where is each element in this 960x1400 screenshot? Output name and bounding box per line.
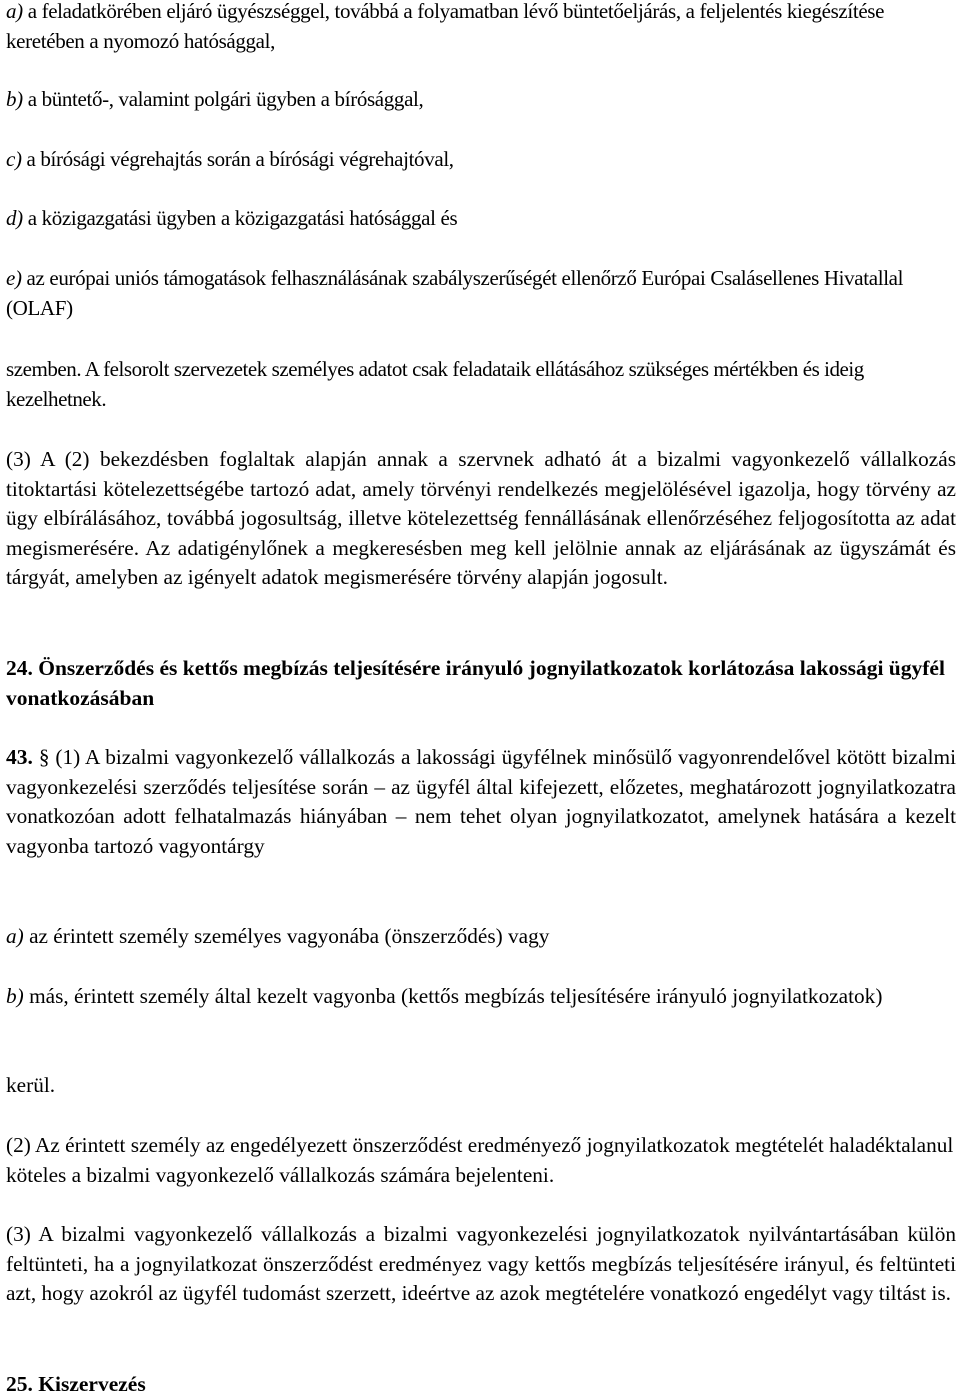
list-label: e)	[6, 266, 22, 290]
paragraph-43-2: (2) Az érintett személy az engedélyezett önszerződést eredményező jognyilatkozatok megtételét haladéktalanul köteles a bizalmi vagyonkezelő vállalkozás számára bejelenteni.	[6, 1133, 954, 1187]
section-text: § (1) A bizalmi vagyonkezelő vállalkozás a lakossági ügyfélnek minősülő vagyonrendelővel kötött bizalmi vagyonkezelési szerződés teljesítése során – az ügyfél által kifejezett, előzetes, meghatározott jognyilatkozatra vonatkozóan adott felhatalmazás hiányában – nem tehet olyan jognyilatkozatot, amelynek hatására a kezelt vagyonba tartozó vagyontárgy	[6, 745, 956, 858]
list-text: az európai uniós támogatások felhasználásának szabályszerűségét ellenőrző Európai Csalásellenes Hivatallal (OLAF)	[6, 266, 904, 320]
list-item-b	[6, 85, 956, 115]
list-text: a bírósági végrehajtás során a bírósági végrehajtóval,	[21, 147, 454, 171]
paragraph-kerul: kerül.	[6, 1073, 56, 1097]
list-label: a)	[6, 924, 24, 948]
paragraph-43-3: (3) A bizalmi vagyonkezelő vállalkozás a bizalmi vagyonkezelési jognyilatkozatok nyilvántartásában külön feltünteti, ha a jognyilatkozat önszerződést eredményez vagy kettős megbízás teljesítésére irányul, és feltünteti azt, hogy azokról az ügyfél tudomást szerzett, ideértve az azok megtételére vonatkozó engedélyt vagy tiltást is.	[6, 1222, 956, 1305]
list-item-c	[6, 145, 956, 175]
list-text: az érintett személy személyes vagyonába (önszerződés) vagy	[23, 924, 550, 948]
list-text: a közigazgatási ügyben a közigazgatási hatósággal és	[22, 206, 458, 230]
list-label: b)	[6, 87, 23, 111]
list-text: más, érintett személy által kezelt vagyonba (kettős megbízás teljesítésére irányuló jognyilatkozatok)	[23, 984, 883, 1008]
list-label: d)	[6, 206, 23, 230]
list-item-43-a	[6, 922, 956, 952]
section-heading-25: 25. Kiszervezés	[6, 1372, 146, 1396]
list-item-43-b	[6, 982, 956, 1012]
section-number: 43.	[6, 745, 33, 769]
list-label: c)	[6, 147, 22, 171]
list-item-d	[6, 204, 956, 234]
list-label: b)	[6, 984, 24, 1008]
list-item-a	[6, 0, 956, 56]
paragraph-43-1	[6, 743, 956, 861]
paragraph-szemben: szemben. A felsorolt szervezetek személyes adatot csak feladataik ellátásához szükséges mértékben és ideig kezelhetnek.	[6, 357, 864, 411]
list-text: a büntető-, valamint polgári ügyben a bírósággal,	[22, 87, 424, 111]
list-text: a feladatkörében eljáró ügyészséggel, továbbá a folyamatban lévő büntetőeljárás, a feljelentés kiegészítése keretében a nyomozó hatósággal,	[6, 0, 885, 53]
list-item-e	[6, 264, 956, 323]
paragraph-3: (3) A (2) bekezdésben foglaltak alapján annak a szervnek adható át a bizalmi vagyonkezelő vállalkozás titoktartási kötelezettségébe tartozó adat, amely törvényi rendelkezés megjelölésével igazolja, hogy törvény az ügy elbírálásához, továbbá jogosultság, illetve kötelezettség fennállásának ellenőrzéséhez feljogosította az adat megismerésére. Az adatigénylőnek a megkeresésben meg kell jelölnie annak az eljárásának az ügyszámát és tárgyát, amelyben az igényelt adatok megismerésére törvény alapján jogosult.	[6, 447, 956, 589]
section-heading-24: 24. Önszerződés és kettős megbízás teljesítésére irányuló jognyilatkozatok korlátozása lakossági ügyfél vonatkozásában	[6, 656, 945, 710]
list-label: a)	[6, 0, 23, 23]
